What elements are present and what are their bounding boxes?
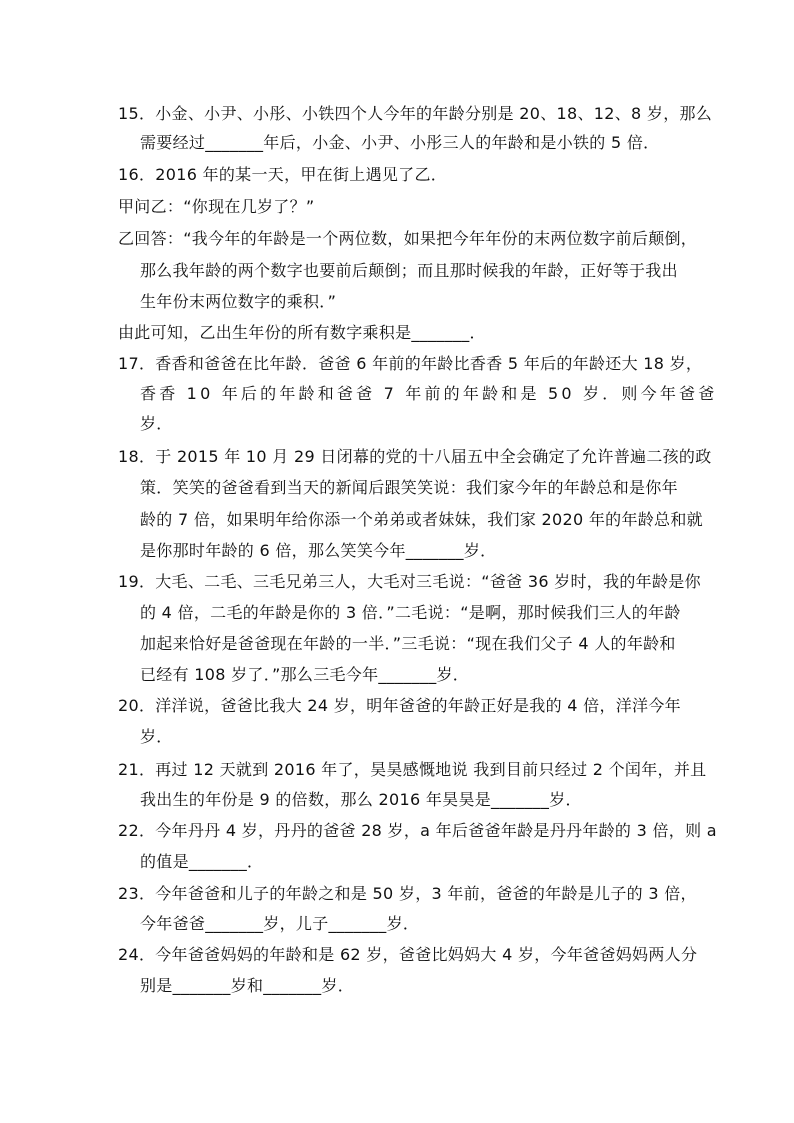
problem-20-line-1: 20．洋洋说，爸爸比我大 24 岁，明年爸爸的年龄正好是我的 4 倍，洋洋今年	[118, 696, 681, 715]
problem-17-line-3: 岁．	[140, 414, 173, 433]
problem-18-line-2: 策．笑笑的爸爸看到当天的新闻后跟笑笑说：我们家今年的年龄总和是你年	[140, 478, 678, 497]
problem-17-line-2: 香香 10 年后的年龄和爸爸 7 年前的年龄和是 50 岁．则今年爸爸	[140, 384, 718, 403]
problem-21-line-1: 21．再过 12 天就到 2016 年了，昊昊感慨地说 我到目前只经过 2 个闰年，并且	[118, 760, 707, 779]
problem-16-line-3: 乙回答：“我今年的年龄是一个两位数，如果把今年年份的末两位数字前后颠倒，	[118, 229, 698, 248]
problem-15-line-2: 需要经过_______年后，小金、小尹、小彤三人的年龄和是小铁的 5 倍．	[140, 133, 660, 152]
problem-24-line-2: 别是_______岁和_______岁．	[140, 976, 354, 995]
problem-22-line-1: 22．今年丹丹 4 岁，丹丹的爸爸 28 岁，a 年后爸爸年龄是丹丹年龄的 3 倍，则 a	[118, 821, 717, 840]
problem-19-line-2: 的 4 倍，二毛的年龄是你的 3 倍．”二毛说：“是啊，那时候我们三人的年龄	[140, 603, 681, 622]
problem-15-line-1: 15．小金、小尹、小彤、小铁四个人今年的年龄分别是 20、18、12、8 岁，那么	[118, 104, 713, 123]
problem-16-line-6: 由此可知，乙出生年份的所有数字乘积是_______．	[118, 323, 486, 342]
problem-20-line-2: 岁．	[140, 727, 173, 746]
problem-22-line-2: 的值是_______．	[140, 852, 264, 871]
problem-19-line-4: 已经有 108 岁了．”那么三毛今年_______岁．	[140, 665, 470, 684]
problem-16-line-2: 甲问乙：“你现在几岁了？”	[118, 197, 315, 216]
problem-24-line-1: 24．今年爸爸妈妈的年龄和是 62 岁，爸爸比妈妈大 4 岁，今年爸爸妈妈两人分	[118, 945, 698, 964]
problem-19-line-1: 19．大毛、二毛、三毛兄弟三人，大毛对三毛说：“爸爸 36 岁时，我的年龄是你	[118, 572, 701, 591]
problem-21-line-2: 我出生的年份是 9 的倍数，那么 2016 年昊昊是_______岁．	[140, 790, 582, 809]
problem-16-line-5: 生年份末两位数字的乘积．”	[140, 292, 337, 311]
problem-23-line-2: 今年爸爸_______岁，儿子_______岁．	[140, 914, 420, 933]
problem-18-line-4: 是你那时年龄的 6 倍，那么笑笑今年_______岁．	[140, 541, 497, 560]
problem-16-line-1: 16．2016 年的某一天，甲在街上遇见了乙．	[118, 165, 448, 184]
problem-18-line-3: 龄的 7 倍，如果明年给你添一个弟弟或者妹妹，我们家 2020 年的年龄总和就	[140, 510, 703, 529]
problem-19-line-3: 加起来恰好是爸爸现在年龄的一半．”三毛说：“现在我们父子 4 人的年龄和	[140, 634, 676, 653]
problem-16-line-4: 那么我年龄的两个数字也要前后颠倒；而且那时候我的年龄，正好等于我出	[140, 261, 678, 280]
problem-18-line-1: 18．于 2015 年 10 月 29 日闭幕的党的十八届五中全会确定了允许普遍二孩的政	[118, 447, 712, 466]
problem-17-line-1: 17．香香和爸爸在比年龄．爸爸 6 年前的年龄比香香 5 年后的年龄还大 18 岁，	[118, 354, 703, 373]
problem-23-line-1: 23．今年爸爸和儿子的年龄之和是 50 岁，3 年前，爸爸的年龄是儿子的 3 倍，	[118, 884, 697, 903]
